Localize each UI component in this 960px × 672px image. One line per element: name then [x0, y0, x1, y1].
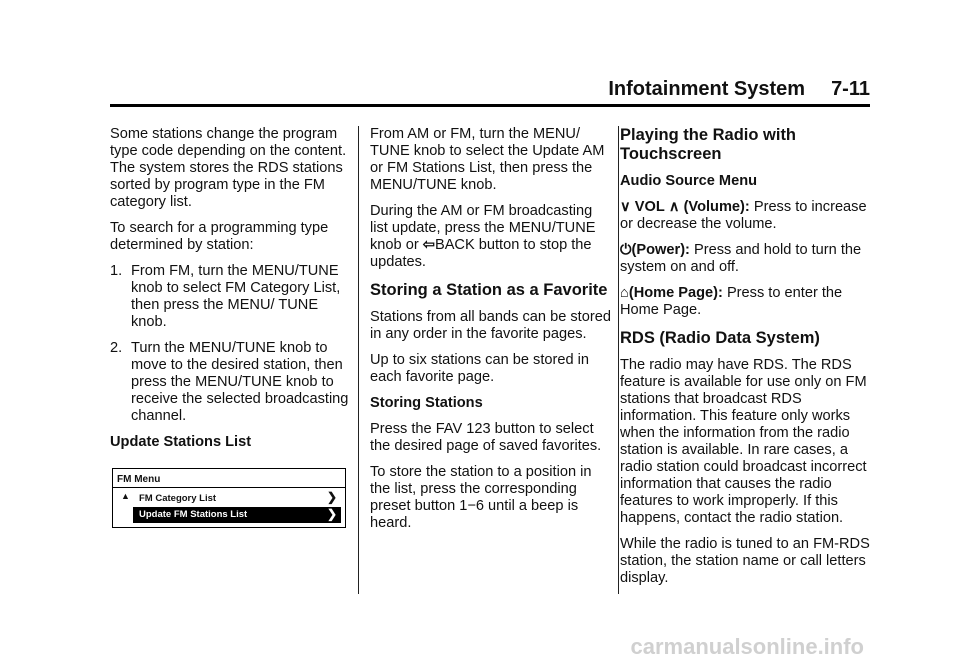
section-heading: Playing the Radio with Touchscreen [620, 126, 797, 163]
paragraph-home [620, 285, 870, 319]
paragraph-power [620, 242, 870, 276]
fm-menu-title: FM Menu [117, 474, 161, 485]
section-heading: Storing a Station as a Favorite [370, 281, 608, 299]
chevron-right-icon: ❯ [326, 507, 337, 521]
paragraph: The radio may have RDS. The RDS feature is available for use only on FM stations that broadcast RDS information. This feature only works when the information from the radio station is available. In rare cases, a radio station could broadcast incorrect information that causes the radio features to work improperly. If this happens, contact the radio station. [620, 357, 867, 526]
list-text: From FM, turn the MENU/TUNE knob to select FM Category List, then press the MENU/ TUNE knob. [131, 263, 341, 330]
section-heading: RDS (Radio Data System) [620, 329, 820, 347]
home-bold: (Home Page): [628, 285, 723, 301]
fm-menu-list [113, 487, 345, 526]
header-rule [110, 104, 870, 107]
list-item [110, 263, 355, 331]
paragraph: To search for a programming type determined by station: [110, 220, 329, 253]
vol-label: VOL [634, 199, 665, 215]
paragraph: While the radio is tuned to an FM-RDS station, the station name or call letters display. [620, 536, 870, 586]
list-item [110, 340, 355, 425]
column-divider-2 [618, 126, 619, 594]
column-1 [110, 126, 355, 460]
subheading: Audio Source Menu [620, 173, 758, 189]
vol-bold: (Volume): [683, 199, 750, 215]
text-run: Press and hold to turn the system on and off. [620, 242, 862, 275]
text-run: BACK button to stop the updates. [370, 237, 592, 270]
text-run: During the AM or FM broadcasting list update, press the MENU/TUNE knob or [370, 203, 596, 253]
power-icon: ⏻ [620, 242, 632, 258]
fm-menu-figure [112, 468, 346, 528]
paragraph: Up to six stations can be stored in each favorite page. [370, 352, 590, 385]
menu-item-fm-category-list[interactable] [113, 490, 345, 506]
subheading: Update Stations List [110, 434, 252, 450]
paragraph: To store the station to a position in the list, press the corresponding preset button 1−6 until a beep is heard. [370, 464, 592, 531]
menu-item-update-fm-stations[interactable] [133, 507, 341, 523]
volume-up-icon: ∧ [668, 199, 680, 215]
paragraph: From AM or FM, turn the MENU/ TUNE knob to select the Update AM or FM Stations List, then press the MENU/TUNE knob. [370, 126, 605, 193]
page-number: 7-11 [831, 78, 870, 100]
power-bold: (Power): [631, 242, 690, 258]
chevron-right-icon: ❯ [326, 490, 337, 504]
subheading: Storing Stations [370, 395, 483, 411]
column-divider-1 [358, 126, 359, 594]
paragraph: Press the FAV 123 button to select the desired page of saved favorites. [370, 421, 602, 454]
paragraph [370, 203, 612, 271]
paragraph-volume [620, 199, 870, 233]
paragraph: Some stations change the program type code depending on the content. The system stores the RDS stations sorted by program type in the FM category list. [110, 126, 347, 210]
paragraph: Stations from all bands can be stored in any order in the favorite pages. [370, 309, 611, 342]
text-run: Press to enter the Home Page. [620, 285, 843, 318]
scroll-up-icon[interactable]: ▲ [121, 491, 130, 501]
list-number: 2. [110, 340, 123, 356]
volume-down-icon: ∨ [620, 199, 631, 215]
header-text [608, 78, 870, 101]
back-icon: ⇦ [422, 237, 435, 253]
column-2 [370, 126, 612, 541]
menu-item-label: Update FM Stations List [139, 509, 248, 520]
text-run: Press to increase or decrease the volume. [620, 199, 867, 232]
page-header [110, 78, 870, 104]
section-title: Infotainment System [608, 78, 806, 100]
home-icon: ⌂ [620, 285, 629, 301]
menu-item-label: FM Category List [139, 493, 217, 504]
watermark: carmanualsonline.info [630, 634, 864, 659]
list-number: 1. [110, 263, 123, 279]
column-3 [620, 126, 870, 596]
list-text: Turn the MENU/TUNE knob to move to the desired station, then press the MENU/TUNE knob to receive the selected broadcasting channel. [131, 340, 349, 424]
